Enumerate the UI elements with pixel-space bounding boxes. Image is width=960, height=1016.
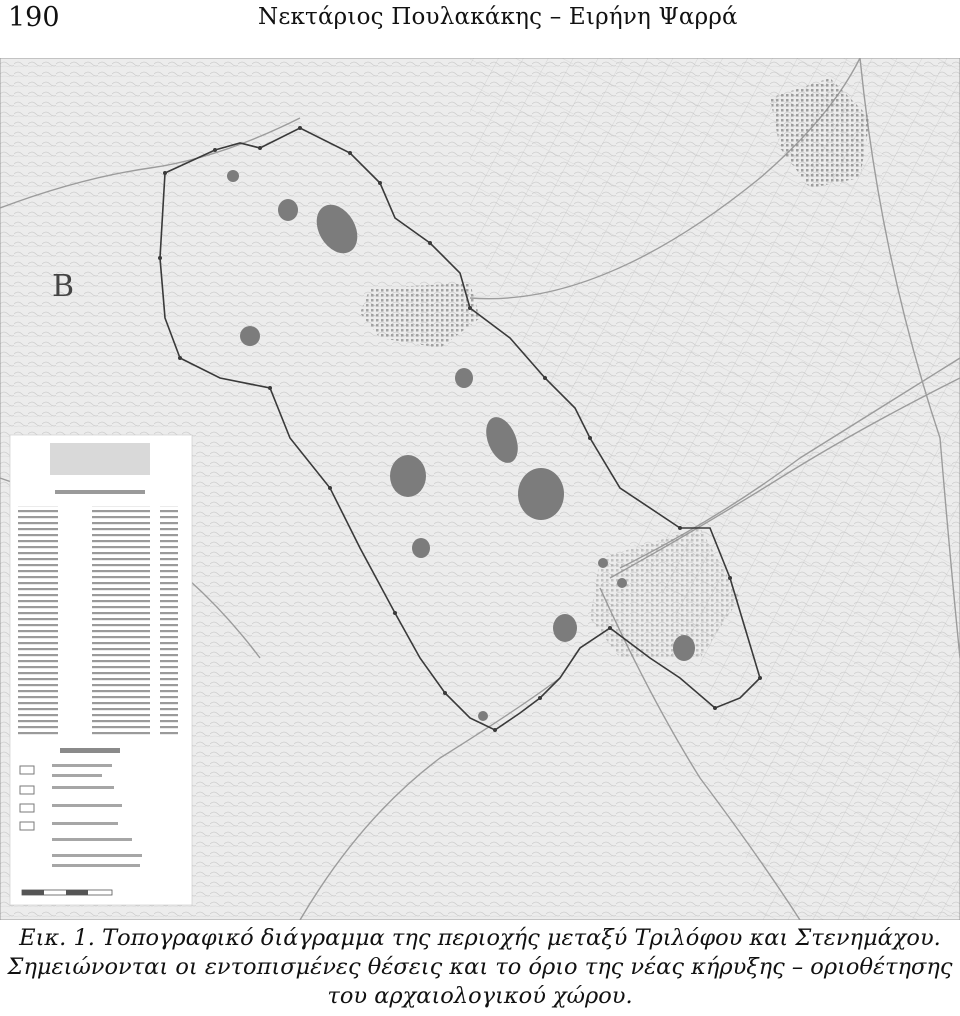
site-marker <box>673 635 695 661</box>
topographic-map-figure <box>0 58 960 920</box>
map-letter <box>52 269 74 304</box>
legend-title-bar <box>60 748 120 753</box>
map-legend-panel <box>10 435 192 905</box>
site-marker <box>227 170 239 182</box>
legend-heading-block <box>50 443 150 475</box>
map-letter-b: B <box>52 269 75 304</box>
site-marker <box>412 538 430 558</box>
site-marker <box>553 614 577 642</box>
running-head: Νεκτάριος Πουλακάκης – Ειρήνη Ψαρρά <box>258 4 738 30</box>
legend-coordinate-table <box>18 506 178 738</box>
site-marker <box>455 368 473 388</box>
site-marker <box>390 455 426 497</box>
caption-line-2: Σημειώνονται οι εντοπισμένες θέσεις και το όριο της νέας κήρυξης – οριοθέτησης <box>7 954 953 980</box>
page-number: 190 <box>8 2 60 33</box>
figure-caption <box>0 924 960 1011</box>
site-marker <box>598 558 608 568</box>
site-marker <box>518 468 564 520</box>
legend-subheading <box>55 490 145 494</box>
site-marker <box>278 199 298 221</box>
site-marker <box>617 578 627 588</box>
legend-scale-bar <box>22 890 112 895</box>
page-header <box>0 0 960 48</box>
topographic-map <box>0 58 960 920</box>
site-marker <box>240 326 260 346</box>
caption-line-3: του αρχαιολογικού χώρου. <box>327 983 633 1009</box>
site-marker <box>478 711 488 721</box>
caption-line-1: Εικ. 1. Τοπογραφικό διάγραμμα της περιοχής μεταξύ Τριλόφου και Στενημάχου. <box>19 925 941 951</box>
